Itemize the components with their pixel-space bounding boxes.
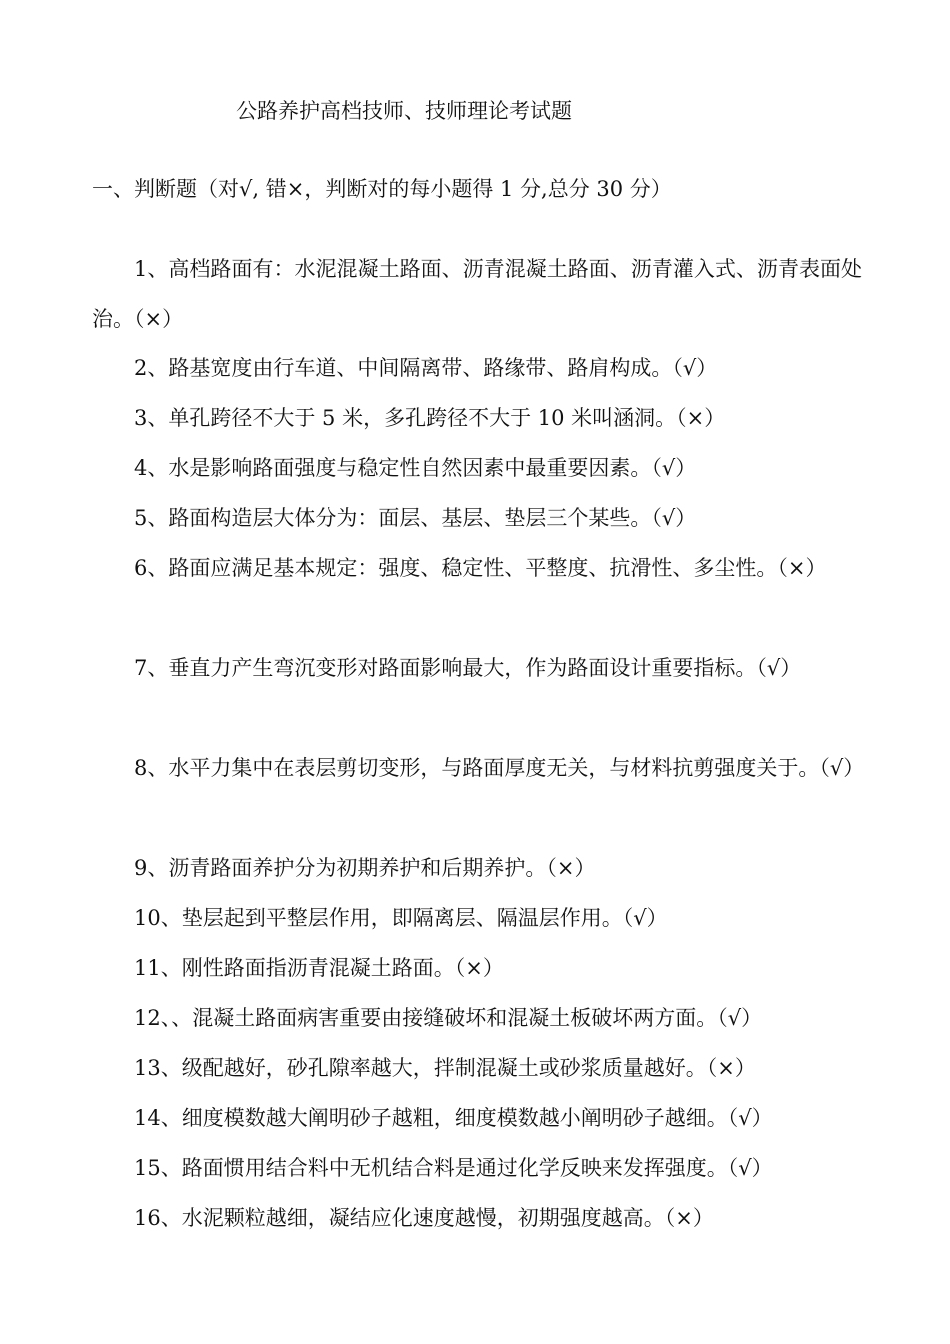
question-5: 5、路面构造层大体分为：面层、基层、垫层三个某些。（√） <box>134 506 697 530</box>
question-15: 15、路面惯用结合料中无机结合料是通过化学反映来发挥强度。（√） <box>134 1156 773 1180</box>
question-3: 3、单孔跨径不大于 5 米，多孔跨径不大于 10 米叫涵洞。（×） <box>134 406 726 430</box>
question-12: 12、、混凝土路面病害重要由接缝破坏和混凝土板破坏两方面。（√） <box>134 1006 763 1030</box>
question-9: 9、沥青路面养护分为初期养护和后期养护。（×） <box>134 856 596 880</box>
question-7: 7、垂直力产生弯沉变形对路面影响最大，作为路面设计重要指标。（√） <box>134 656 802 680</box>
question-1: 1、高档路面有：水泥混凝土路面、沥青混凝土路面、沥青灌入式、沥青表面处治。（×） <box>92 257 862 331</box>
section-heading: 一、判断题（对√, 错×，判断对的每小题得 1 分,总分 30 分） <box>92 177 672 201</box>
question-8: 8、水平力集中在表层剪切变形，与路面厚度无关，与材料抗剪强度关于。（√） <box>134 756 865 780</box>
document-title: 公路养护高档技师、技师理论考试题 <box>236 99 572 123</box>
question-16: 16、水泥颗粒越细，凝结应化速度越慢，初期强度越高。（×） <box>134 1206 714 1230</box>
question-6: 6、路面应满足基本规定：强度、稳定性、平整度、抗滑性、多尘性。（×） <box>134 556 827 580</box>
question-14: 14、细度模数越大阐明砂子越粗，细度模数越小阐明砂子越细。（√） <box>134 1106 773 1130</box>
question-10: 10、垫层起到平整层作用，即隔离层、隔温层作用。（√） <box>134 906 668 930</box>
question-2: 2、路基宽度由行车道、中间隔离带、路缘带、路肩构成。（√） <box>134 356 718 380</box>
question-11: 11、刚性路面指沥青混凝土路面。（×） <box>134 956 504 980</box>
question-13: 13、级配越好，砂孔隙率越大，拌制混凝土或砂浆质量越好。（×） <box>134 1056 756 1080</box>
question-4: 4、水是影响路面强度与稳定性自然因素中最重要因素。（√） <box>134 456 697 480</box>
